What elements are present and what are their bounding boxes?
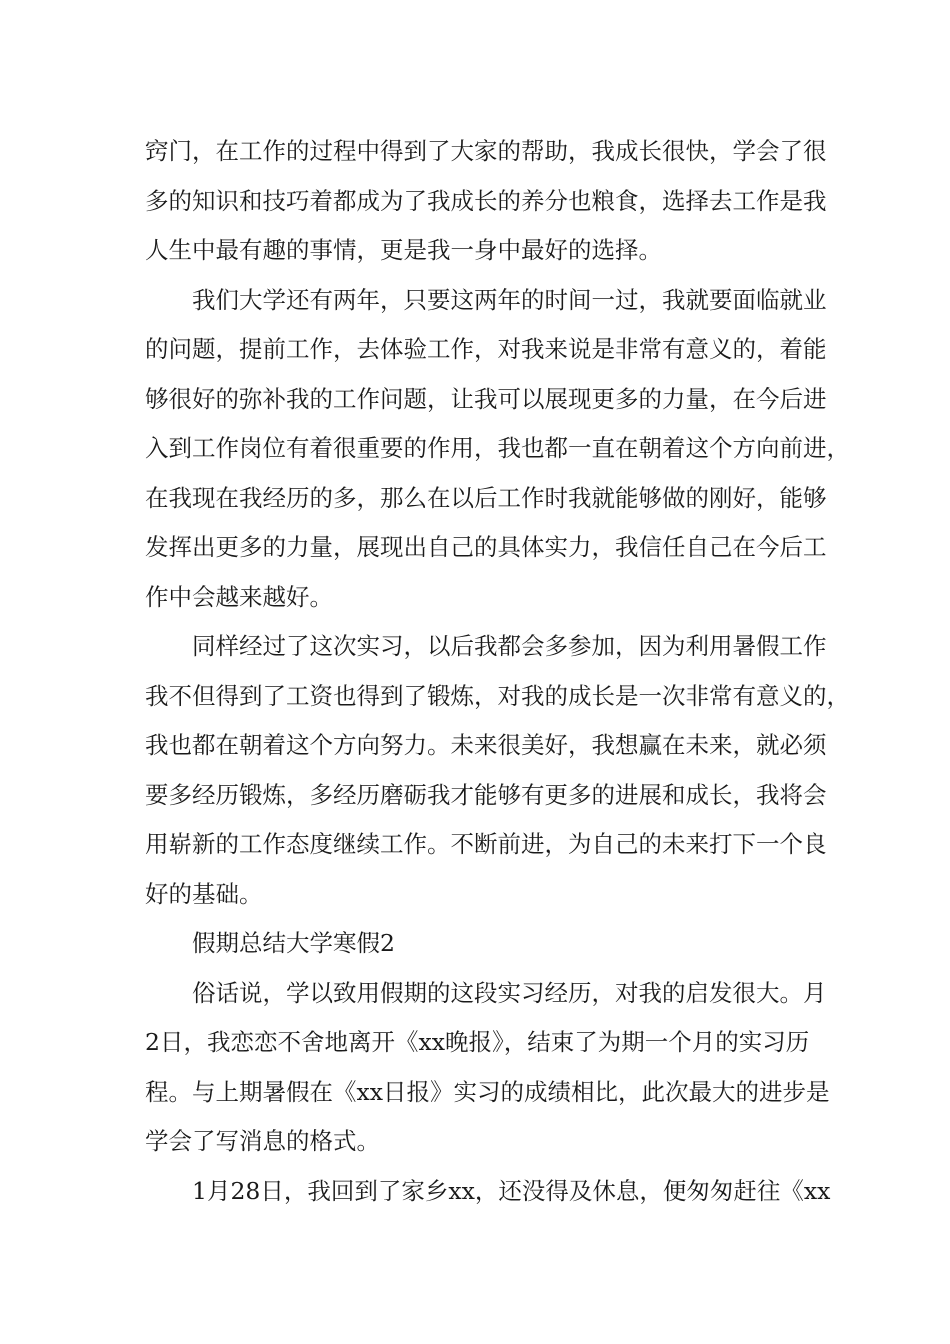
text-line: 1月28日，我回到了家乡xx，还没得及休息，便匆匆赶往《xx — [192, 1176, 831, 1205]
text-line: 假期总结大学寒假2 — [192, 929, 395, 957]
text-line: 入到工作岗位有着很重要的作用，我也都一直在朝着这个方向前进， — [145, 434, 850, 462]
text-line: 够很好的弥补我的工作问题，让我可以展现更多的力量，在今后进 — [145, 384, 827, 413]
text-line: 的问题，提前工作，去体验工作，对我来说是非常有意义的，着能 — [145, 335, 827, 363]
text-line: 程。与上期暑假在《xx日报》实习的成绩相比，此次最大的进步是 — [145, 1077, 830, 1106]
text-line: 人生中最有趣的事情，更是我一身中最好的选择。 — [145, 236, 662, 264]
text-line: 我也都在朝着这个方向努力。未来很美好，我想赢在未来，就必须 — [145, 731, 827, 759]
text-line: 俗话说，学以致用假期的这段实习经历，对我的启发很大。月 — [192, 978, 827, 1007]
text-line: 在我现在我经历的多，那么在以后工作时我就能够做的刚好，能够 — [145, 483, 827, 512]
text-line: 我们大学还有两年，只要这两年的时间一过，我就要面临就业 — [192, 285, 827, 314]
text-line: 要多经历锻炼，多经历磨砺我才能够有更多的进展和成长，我将会 — [145, 780, 827, 809]
text-line: 我不但得到了工资也得到了锻炼，对我的成长是一次非常有意义的， — [145, 681, 850, 710]
text-line: 2日，我恋恋不舍地离开《xx晚报》，结束了为期一个月的实习历 — [145, 1028, 810, 1056]
text-line: 窍门，在工作的过程中得到了大家的帮助，我成长很快，学会了很 — [145, 137, 827, 165]
text-line: 同样经过了这次实习，以后我都会多参加，因为利用暑假工作 — [192, 632, 827, 660]
text-line: 学会了写消息的格式。 — [145, 1127, 380, 1155]
text-line: 用崭新的工作态度继续工作。不断前进，为自己的未来打下一个良 — [145, 830, 827, 858]
document-body — [145, 127, 850, 1216]
text-line: 发挥出更多的力量，展现出自己的具体实力，我信任自己在今后工 — [145, 533, 827, 561]
text-line: 好的基础。 — [145, 879, 263, 908]
text-line: 作中会越来越好。 — [145, 582, 333, 611]
text-line: 多的知识和技巧着都成为了我成长的养分也粮食，选择去工作是我 — [145, 186, 827, 215]
